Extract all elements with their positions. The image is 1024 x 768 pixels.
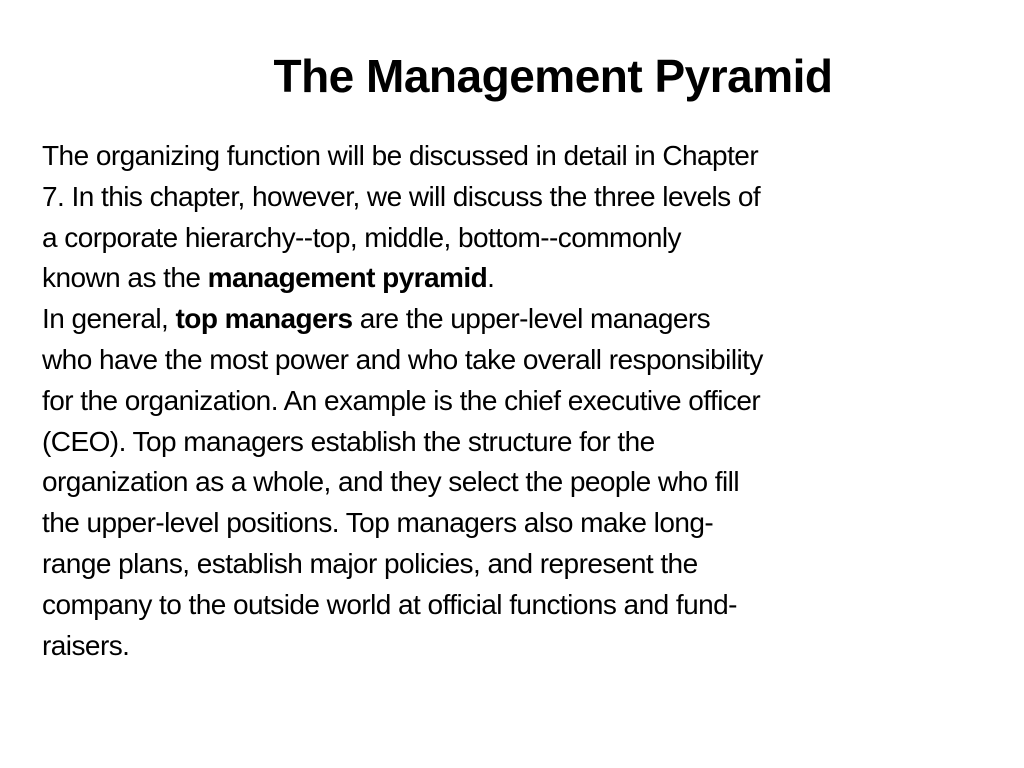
paragraph-intro (42, 136, 982, 299)
bold-term-top-managers: top managers (175, 303, 353, 335)
text-line: . (487, 262, 495, 294)
paragraph-top-managers (42, 299, 982, 666)
text-line: range plans, establish major policies, and represent the (42, 547, 698, 579)
text-line: the upper-level positions. Top managers also make long- (42, 507, 714, 539)
text-line: The organizing function will be discussed in detail in Chapter (42, 140, 759, 171)
text-line: (CEO). Top managers establish the structure for the (42, 425, 655, 457)
text-line: raisers. (42, 629, 130, 661)
text-line: In general, (42, 303, 176, 335)
text-line: for the organization. An example is the chief executive officer (42, 384, 761, 416)
text-line: 7. In this chapter, however, we will discuss the three levels of (42, 180, 761, 212)
bold-term-management-pyramid: management pyramid (207, 262, 488, 294)
text-line: who have the most power and who take overall responsibility (42, 343, 763, 375)
slide-title: The Management Pyramid (273, 50, 833, 102)
text-line: a corporate hierarchy--top, middle, bottom--commonly (42, 221, 681, 253)
text-line: known as the (42, 262, 208, 294)
slide-body (42, 136, 982, 666)
text-line: organization as a whole, and they select the people who fill (42, 466, 740, 498)
text-line: are the upper-level managers (352, 303, 711, 335)
text-line: company to the outside world at official functions and fund- (42, 588, 737, 620)
